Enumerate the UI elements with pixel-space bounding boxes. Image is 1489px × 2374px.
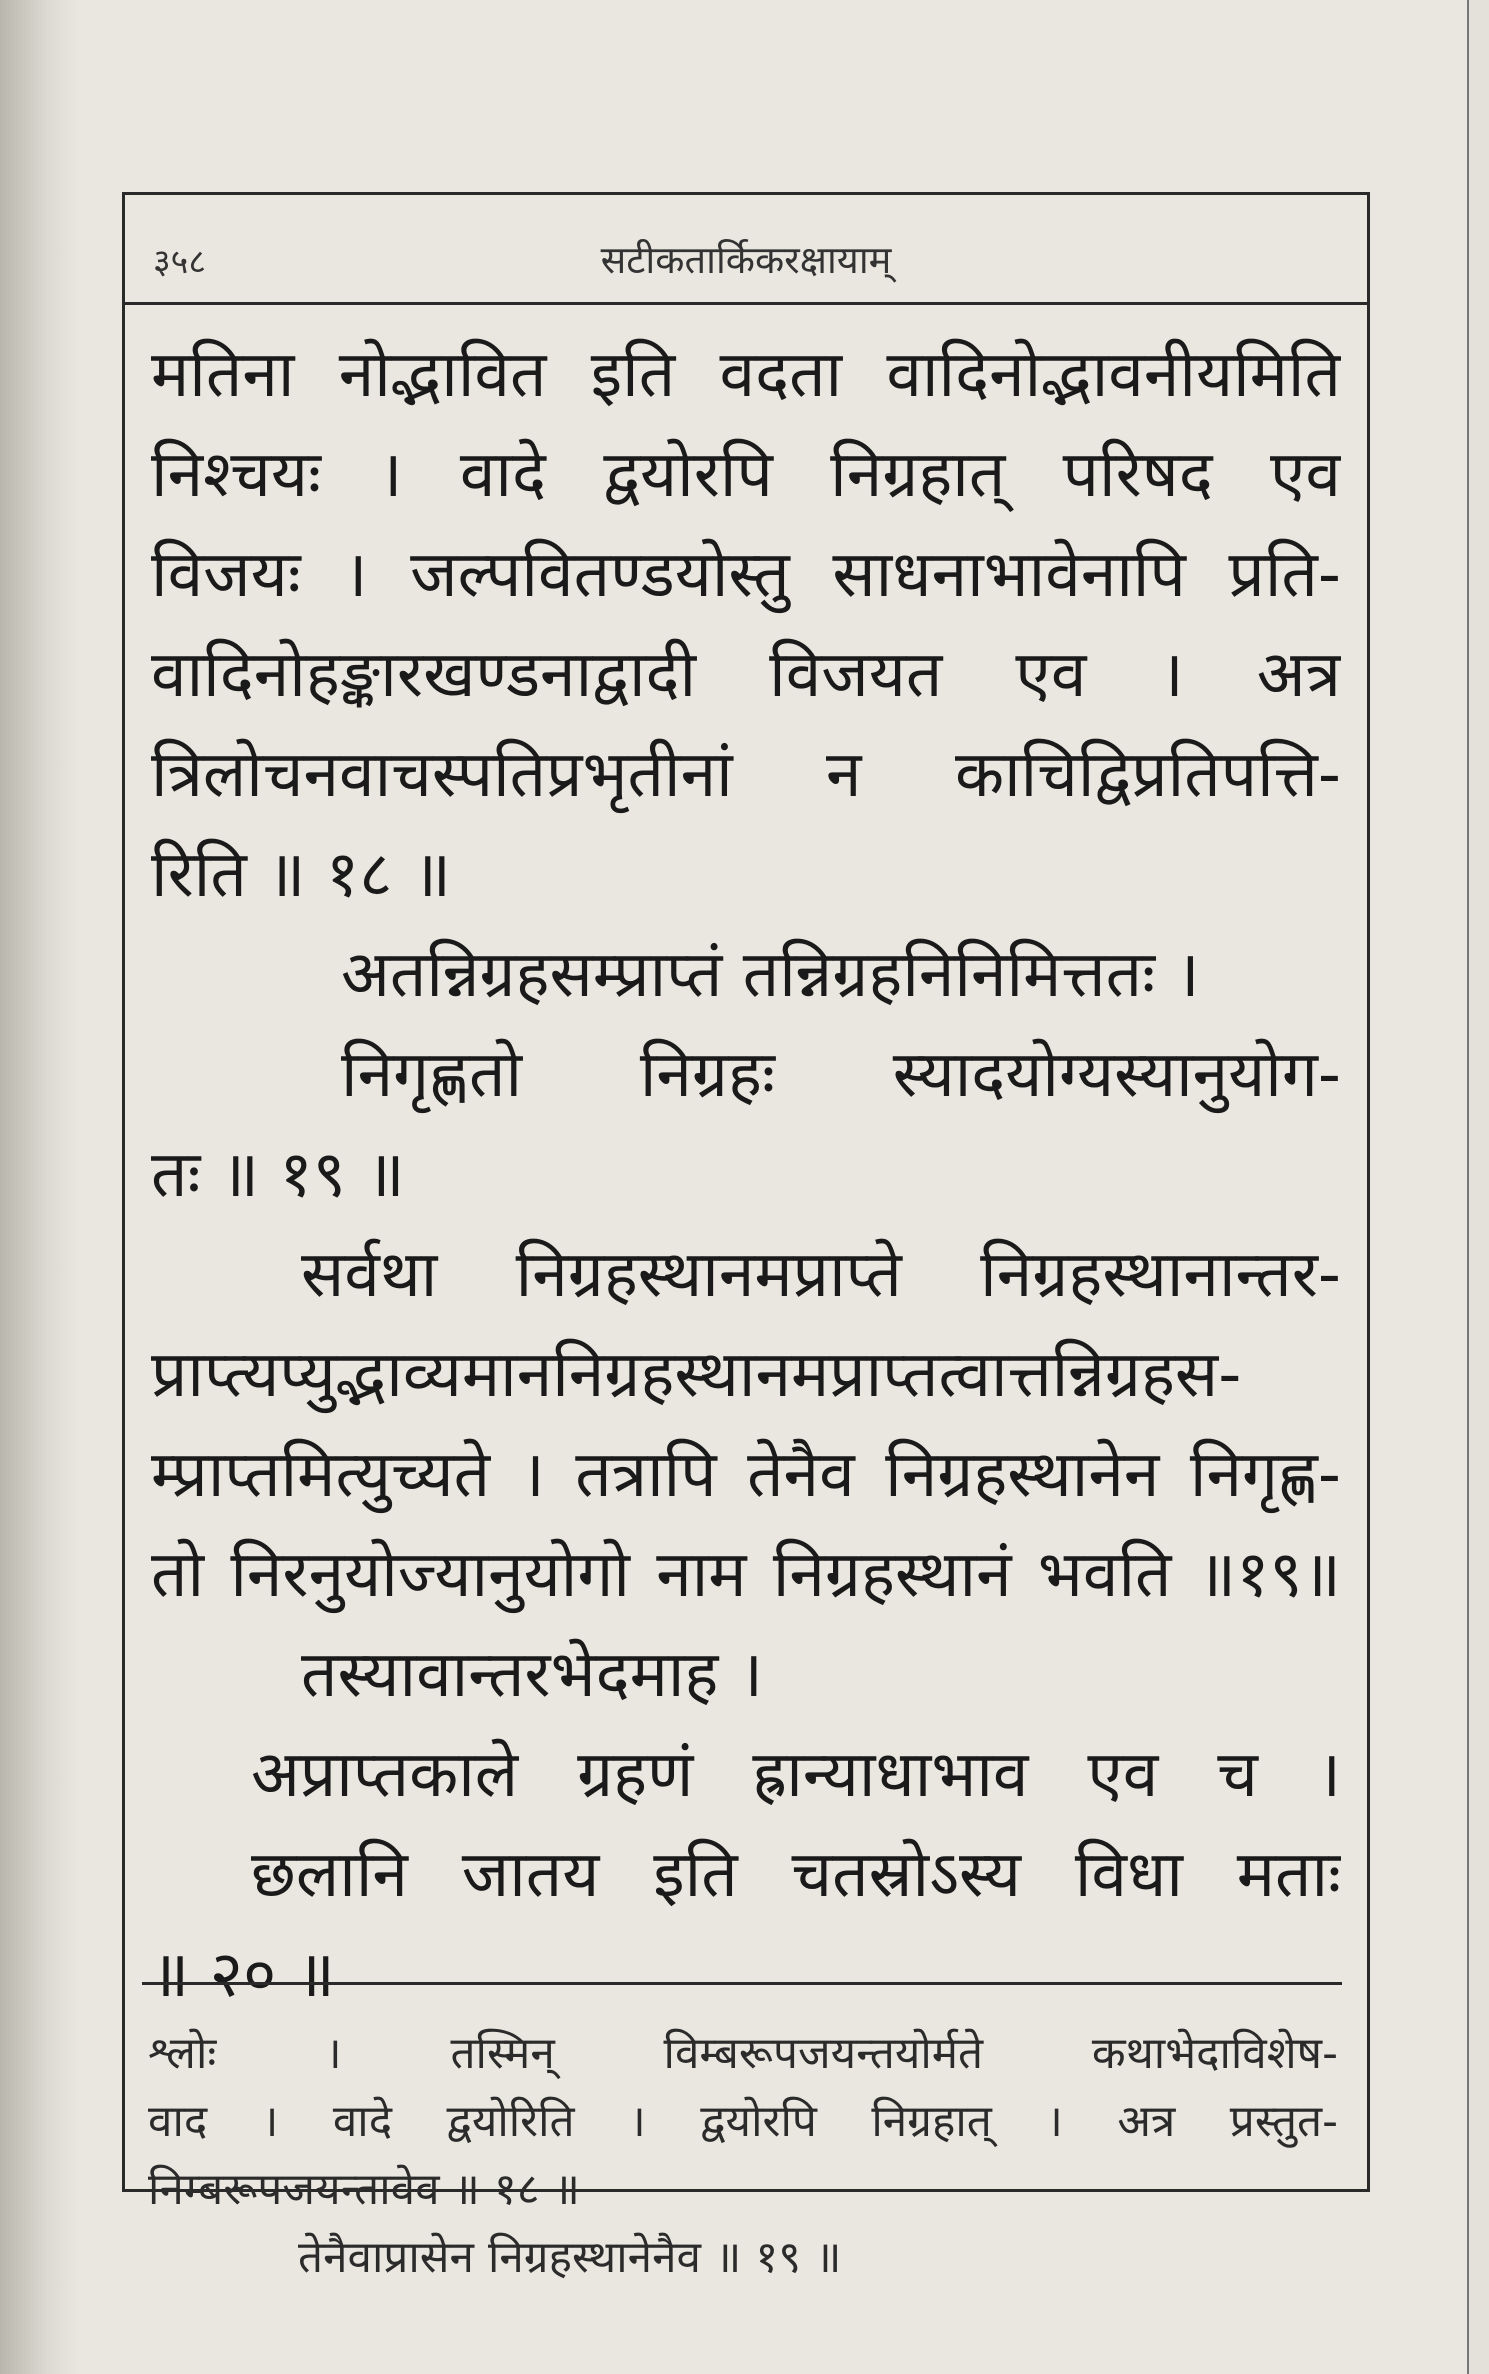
scan-shadow-left: [0, 0, 80, 2374]
text-line: तो निरनुयोज्यानुयोगो नाम निग्रहस्थानं भवति ॥१९॥: [151, 1538, 1341, 1612]
footnotes: [148, 2020, 1338, 2292]
text-line: म्प्राप्तमित्युच्यते । तत्रापि तेनैव निग्रहस्थानेन निगृह्ण-: [151, 1438, 1341, 1512]
running-title: सटीकतार्किकरक्षायाम्: [600, 238, 892, 282]
verse-line: ॥ २० ॥: [151, 1938, 335, 2012]
text-line: सर्वथा निग्रहस्थानमप्राप्ते निग्रहस्थानान्तर-: [301, 1238, 1341, 1312]
footnote-divider: [142, 1982, 1342, 1985]
text-line: त्रिलोचनवाचस्पतिप्रभृतीनां न काचिद्विप्रतिपत्ति-: [151, 738, 1341, 812]
verse-line: अतन्निग्रहसम्प्राप्तं तन्निग्रहनिनिमित्ततः ।: [341, 938, 1200, 1012]
footnote-line: निम्बरूपजयन्तावेव ॥ १८ ॥: [148, 2164, 580, 2215]
text-line: निश्चयः । वादे द्वयोरपि निग्रहात् परिषद एव: [151, 438, 1341, 512]
text-line: विजयः । जल्पवितण्डयोस्तु साधनाभावेनापि प्रति-: [151, 538, 1341, 612]
page-frame: [122, 192, 1370, 2192]
text-line: प्राप्त्यप्युद्भाव्यमाननिग्रहस्थानमप्राप्तत्वात्तन्निग्रहस-: [151, 1338, 1242, 1412]
page-number: ३५८: [153, 242, 207, 282]
verse-line: तः ॥ १९ ॥: [151, 1138, 405, 1212]
footnote-line: तेनैवाप्रासेन निग्रहस्थानेनैव ॥ १९ ॥: [298, 2232, 842, 2283]
footnote-line: श्लोः । तस्मिन् विम्बरूपजयन्तयोर्मते कथाभेदाविशेष-: [148, 2028, 1338, 2079]
main-text: [151, 325, 1341, 2025]
text-line: मतिना नोद्भावित इति वदता वादिनोद्भावनीयमिति: [151, 338, 1341, 412]
footnote-line: वाद । वादे द्वयोरिति । द्वयोरपि निग्रहात् । अत्र प्रस्तुत-: [148, 2096, 1338, 2147]
scan-edge-right: [1467, 0, 1489, 2374]
verse-line: निगृह्णतो निग्रहः स्यादयोग्यस्यानुयोग-: [341, 1038, 1341, 1112]
page-header: [125, 195, 1367, 305]
verse-line: अप्राप्तकाले ग्रहणं ह्रान्याधाभाव एव च ।: [251, 1738, 1341, 1812]
text-line: रिति ॥ १८ ॥: [151, 838, 452, 912]
text-line: तस्यावान्तरभेदमाह ।: [301, 1638, 764, 1712]
text-line: वादिनोहङ्कारखण्डनाद्वादी विजयत एव । अत्र: [151, 638, 1341, 712]
verse-line: छलानि जातय इति चतस्रोऽस्य विधा मताः: [251, 1838, 1341, 1912]
